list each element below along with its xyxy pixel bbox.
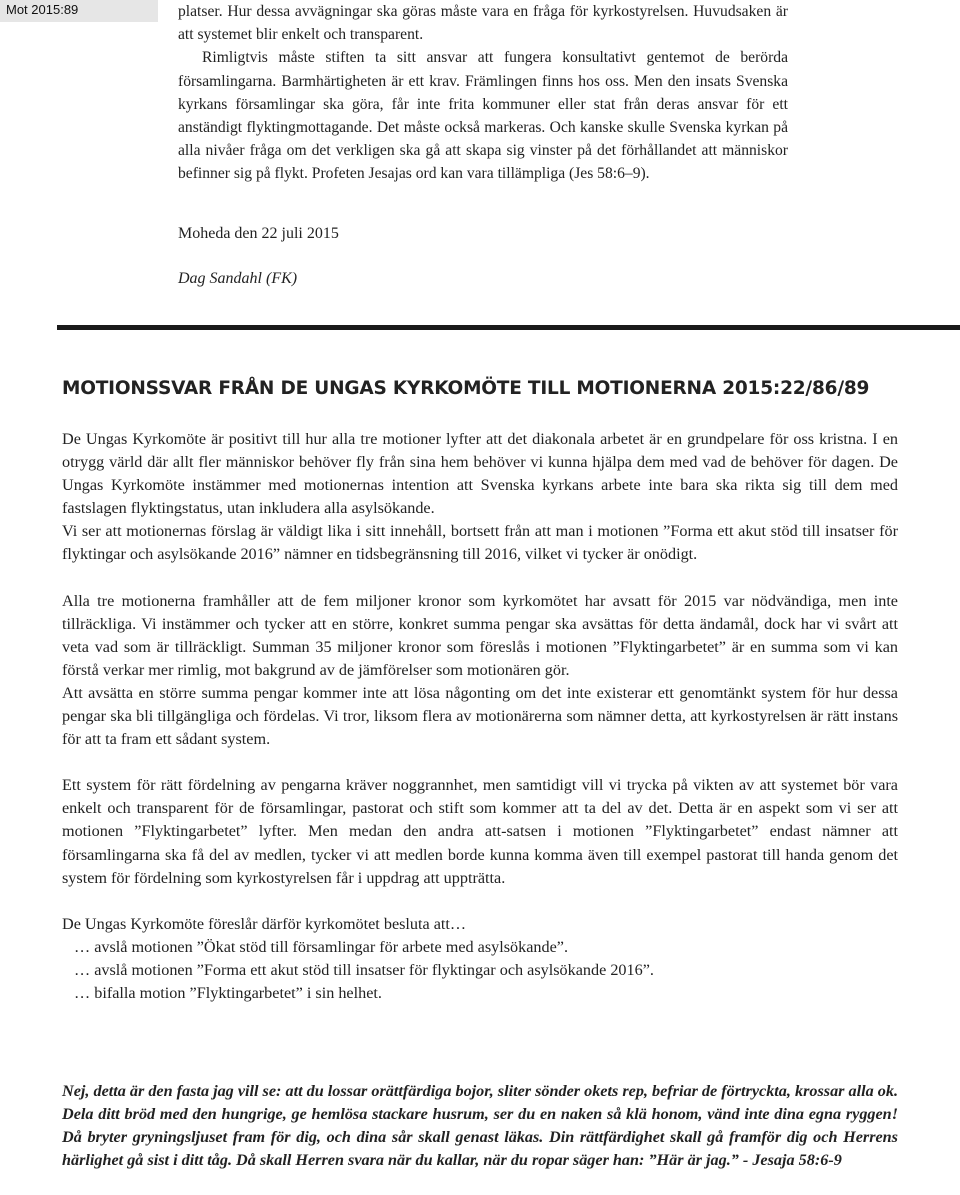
proposal-item: … avslå motionen ”Ökat stöd till församlingar för arbete med asylsökande”. [74, 937, 569, 956]
response-body [62, 428, 898, 1005]
paragraph: Att avsätta en större summa pengar kommer inte att lösa någonting om det inte existerar ett genomtänkt system för hur dessa pengar ska bli tillgängliga och fördelas. Vi tror, liksom flera av motionärerna som nämner detta, att kyrkostyrelsen är rätt instans för att ta fram ett sådant system. [62, 683, 898, 749]
section-heading: MOTIONSSVAR FRÅN DE UNGAS KYRKOMÖTE TILL MOTIONERNA 2015:22/86/89 [62, 378, 870, 399]
top-paragraph: Rimligtvis måste stiften ta sitt ansvar att fungera konsultativt gentemot de berörda församlingarna. Barmhärtigheten är ett krav. Främlingen finns hos oss. Men den insats Svenska kyrkans församlingar ska göra, får inte frita kommuner eller stat från deras ansvar för ett anständigt flyktingmottagande. Det måste också markeras. Och kanske skulle Svenska kyrkan på alla nivåer fråga om det verkligen ska gå att skapa sig vinster på det förhållandet att människor befinner sig på flykt. Profeten Jesajas ord kan vara tillämpliga (Jes 58:6–9). [178, 49, 788, 183]
motion-label: Mot 2015:89 [0, 0, 158, 22]
top-paragraph: platser. Hur dessa avvägningar ska göras måste vara en fråga för kyrkostyrelsen. Huvudsaken är att systemet blir enkelt och transparent. [178, 3, 788, 44]
previous-motion-text [178, 0, 788, 186]
paragraph: Alla tre motionerna framhåller att de fem miljoner kronor som kyrkomötet har avsatt för 2015 var nödvändiga, men inte tillräckliga. Vi instämmer och tycker att en större, konkret summa pengar ska avsättas för detta ändamål, dock har vi svårt att veta vad som är tillräckligt. Summan 35 miljoner kronor som föreslås i motionen ”Flyktingarbetet” är en summa som vi kan förstå verkar mer rimlig, mot bakgrund av de jämförelser som motionären gör. [62, 591, 898, 679]
proposal-item: … bifalla motion ”Flyktingarbetet” i sin helhet. [74, 983, 382, 1002]
proposal-item: … avslå motionen ”Forma ett akut stöd till insatser för flyktingar och asylsökande 2016”. [74, 960, 654, 979]
date-line: Moheda den 22 juli 2015 [178, 225, 339, 242]
paragraph: Vi ser att motionernas förslag är väldigt lika i sitt innehåll, bortsett från att man i motionen ”Forma ett akut stöd till insatser för flyktingar och asylsökande 2016” nämner en tidsbegränsning till 2016, vilket vi tycker är onödigt. [62, 522, 898, 564]
bible-quote: Nej, detta är den fasta jag vill se: att du lossar orättfärdiga bojor, sliter sönder okets rep, befriar de förtryckta, krossar alla ok. Dela ditt bröd med den hungrige, ge hemlösa stackare husrum, ser du en naken så klä honom, vänd inte dina egna ryggen! Då bryter gryningsljuset fram för dig, och dina sår skall genast läkas. Din rättfärdighet skall gå framför dig och Herrens härlighet gå sist i ditt tåg. Då skall Herren svara när du kallar, när du ropar säger han: ”Här är jag.” - Jesaja 58:6-9 [62, 1082, 898, 1170]
section-divider [57, 325, 960, 330]
paragraph: De Ungas Kyrkomöte föreslår därför kyrkomötet besluta att… [62, 914, 467, 933]
signature: Dag Sandahl (FK) [178, 270, 298, 287]
paragraph: De Ungas Kyrkomöte är positivt till hur alla tre motioner lyfter att det diakonala arbetet är en grundpelare för oss kristna. I en otrygg värld där allt fler människor behöver fly från sina hem behöver vi kunna hjälpa dem med vad de behöver för dagen. De Ungas Kyrkomöte instämmer med motionernas intention att Svenska kyrkans arbete inte bara ska rikta sig till dem med fastslagen flyktingstatus, utan inkludera alla asylsökande. [62, 430, 898, 518]
paragraph: Ett system för rätt fördelning av pengarna kräver noggrannhet, men samtidigt vill vi trycka på vikten av att systemet bör vara enkelt och transparent för de församlingar, pastorat och stift som kommer att ta del av det. Detta är en aspekt som vi ser att motionen ”Flyktingarbetet” lyfter. Men medan den andra att-satsen i motionen ”Flyktingarbetet” endast nämner att församlingarna ska få del av medlen, tycker vi att medlen borde kunna komma även till exempel pastorat till handa genom det system för fördelning som kyrkostyrelsen får i uppdrag att uppträtta. [62, 776, 898, 887]
